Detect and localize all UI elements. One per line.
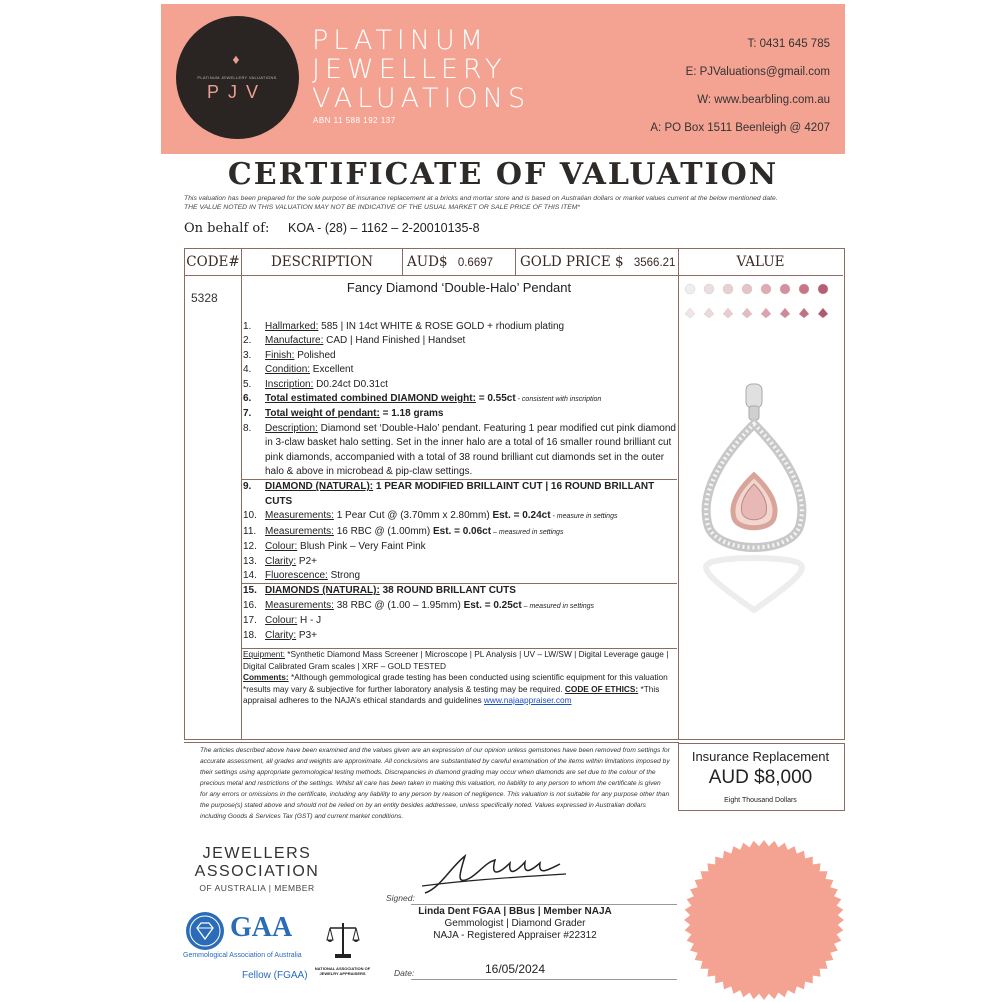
item-number: 16.	[243, 599, 257, 611]
brand-line-3: VALUATIONS	[312, 83, 531, 114]
item-label: Manufacture:	[265, 335, 324, 347]
item-value: Excellent	[310, 364, 354, 376]
item-value: Diamond set ‘Double-Halo’ pendant. Featuring 1 pear modified cut pink diamond in 3-claw basket halo setting. Set in the inner halo are a total of 16 smaller round brilliant cut pink diamonds, accompanied with a total of 38 round brilliant cut diamonds set in the outer halo & above in microbead & pip-claw settings.	[265, 422, 676, 478]
item-value: CAD | Hand Finished | Handset	[323, 335, 466, 347]
logo-letters: PJV	[206, 82, 267, 102]
item-label: Inscription:	[265, 378, 314, 390]
list-item	[243, 349, 677, 363]
item-text	[265, 540, 677, 554]
comments-label: Comments:	[243, 672, 289, 682]
list-item	[243, 392, 677, 407]
insurance-amount-words: Eight Thousand Dollars	[724, 797, 797, 804]
item-number: 14.	[243, 569, 257, 581]
item-number: 15.	[243, 585, 257, 597]
list-item	[243, 378, 677, 392]
contact-phone: T: 0431 645 785	[747, 38, 830, 50]
brand-line-1: PLATINUM	[312, 25, 489, 56]
header-aud	[403, 249, 516, 275]
legal-disclaimer: The articles described above have been examined and the values given are an expression of our opinion unless gemstones have been removed from settings for accurate assessment, all grades and weights are approximate. All conclusions are substantiated by careful examination of the items within limitations imposed by their settings using appropriate gemmological testing methods. Discrepancies in diamond grading may occur when diamonds are set due to the colour of the precious metal and restrictions of the settings. Whilst all care has been taken in making this valuation, no liability to any person to whom the certificate is given for any errors or omissions in the certificate, including any liability to any person by reason of negligence. This valuation is not suitable for any purpose other than the purpose(s) stated above and should not be relied on by an entity besides addressee, unless specifically noted. Values expressed in Australian dollars including Goods & Services Tax (GST) and current market conditions.	[200, 747, 670, 820]
contact-address: A: PO Box 1511 Beenleigh @ 4207	[650, 122, 830, 134]
item-number: 1.	[243, 321, 252, 332]
item-number: 8.	[243, 422, 252, 434]
item-label: Colour:	[265, 541, 298, 553]
footer-divider	[184, 742, 679, 743]
date-line	[411, 979, 677, 980]
scales-icon	[326, 920, 360, 960]
certificate-title: CERTIFICATE OF VALUATION	[227, 157, 779, 192]
item-text	[265, 584, 677, 598]
list-item	[243, 509, 677, 524]
list-item	[243, 363, 677, 377]
item-value: P3+	[296, 629, 317, 641]
item-label: DIAMONDS (NATURAL):	[265, 585, 380, 597]
disclaimer	[184, 194, 844, 212]
item-value: Blush Pink – Very Faint Pink	[297, 541, 426, 553]
item-text	[265, 392, 677, 407]
item-value: 1 PEAR MODIFIED BRILLAINT CUT | 16 ROUND BRILLANT CUTS	[265, 481, 655, 507]
gaa-full-name: Gemmological Association of Australia	[183, 952, 302, 959]
column-divider-2	[678, 275, 679, 740]
list-item	[243, 569, 677, 583]
diamond-icon: ♦	[232, 51, 240, 67]
jaa-logo	[182, 845, 332, 881]
item-text	[265, 334, 677, 348]
item-text	[265, 378, 677, 392]
item-number: 6.	[243, 393, 252, 405]
header-gold-label: GOLD PRICE $	[520, 254, 624, 270]
seal-stamp	[682, 838, 846, 1002]
item-label: Total estimated combined DIAMOND weight:	[265, 393, 476, 405]
comments-text: *Although gemmological grade testing has been conducted using scientific equipment for this valuation *results may vary & subjective for further laboratory analysis & testing may be required.	[243, 672, 668, 694]
item-code: 5328	[191, 291, 218, 305]
item-text	[265, 509, 677, 524]
item-value: 16 RBC @ (1.00mm)	[333, 525, 433, 537]
item-value: 38 RBC @ (1.00 – 1.95mm)	[333, 599, 464, 611]
item-label: Colour:	[265, 615, 298, 627]
gaa-logo-text: GAA	[230, 912, 293, 943]
on-behalf-value: KOA - (28) – 1162 – 2-20010135-8	[288, 221, 480, 235]
ethics-text: *This appraisal adheres to the NAJA’s ethical standards and guidelines	[243, 683, 660, 705]
item-text	[265, 349, 677, 363]
logo-small-text: PLATINUM JEWELLERY VALUATIONS	[197, 75, 277, 80]
header-gold-value: 3566.21	[633, 257, 676, 269]
item-label: Hallmarked:	[265, 321, 319, 332]
list-item	[243, 614, 677, 628]
disclaimer-line-2: THE VALUE NOTED IN THIS VALUATION MAY NOT BE INDICATIVE OF THE USUAL MARKET OR SALE PRICE OF THIS ITEM*	[184, 204, 581, 211]
header-aud-label: AUD$	[407, 254, 448, 270]
item-label: Clarity:	[265, 629, 297, 641]
item-label: DIAMOND (NATURAL):	[265, 481, 374, 493]
item-text	[265, 480, 677, 509]
naja-logo-text: NATIONAL ASSOCIATION OF JEWELRY APPRAISERS	[314, 966, 371, 976]
signature-line	[411, 904, 677, 905]
item-number: 12.	[243, 541, 257, 553]
list-item	[243, 540, 677, 554]
signer-role: Gemmologist | Diamond Grader	[444, 918, 586, 929]
item-list	[243, 320, 677, 643]
item-value: Polished	[294, 349, 336, 361]
on-behalf-label: On behalf of:	[184, 221, 270, 236]
list-item	[243, 334, 677, 348]
header-value: VALUE	[736, 254, 785, 270]
item-text	[265, 614, 677, 628]
item-label: Description:	[265, 422, 318, 434]
item-label: Measurements:	[265, 510, 334, 522]
list-item	[243, 525, 677, 540]
header-description: DESCRIPTION	[242, 249, 403, 275]
header-code: CODE#	[185, 249, 242, 275]
date-label: Date:	[394, 968, 415, 978]
item-text	[265, 525, 677, 540]
item-estimate: Est. = 0.06ct	[432, 525, 492, 537]
item-number: 7.	[243, 408, 252, 420]
naja-link[interactable]: www.najaappraiser.com	[483, 695, 572, 705]
contact-web: W: www.bearbling.com.au	[697, 94, 830, 106]
item-value: 1 Pear Cut @ (3.70mm x 2.80mm)	[333, 510, 493, 522]
item-estimate: Est. = 0.25ct	[463, 599, 522, 611]
equipment-label: Equipment:	[243, 649, 285, 659]
equipment-comments	[243, 648, 677, 707]
item-text	[265, 422, 677, 480]
jaa-line-2: ASSOCIATION	[194, 863, 320, 880]
signed-label: Signed:	[386, 893, 415, 903]
signer-registration: NAJA - Registered Appraiser #22312	[433, 930, 597, 941]
item-title: Fancy Diamond ‘Double-Halo’ Pendant	[346, 280, 572, 295]
item-note: - consistent with inscription	[515, 396, 602, 404]
item-number: 5.	[243, 378, 252, 390]
list-item	[243, 422, 677, 480]
list-item	[243, 584, 677, 598]
item-text	[265, 555, 677, 569]
item-label: Clarity:	[265, 555, 297, 567]
ethics-label: CODE OF ETHICS:	[564, 683, 639, 694]
item-number: 10.	[243, 510, 257, 522]
item-number: 13.	[243, 555, 257, 567]
brand-line-2: JEWELLERY	[312, 54, 507, 85]
item-text	[265, 629, 677, 643]
item-value: 585 | IN 14ct WHITE & ROSE GOLD + rhodium plating	[318, 321, 565, 332]
jaa-member-line: OF AUSTRALIA | MEMBER	[199, 883, 315, 893]
signature	[420, 848, 570, 898]
item-note: - measure in settings	[550, 513, 618, 521]
gaa-diamond-icon	[186, 912, 224, 950]
jaa-line-1: JEWELLERS	[202, 845, 312, 862]
item-estimate: Est. = 0.24ct	[492, 510, 551, 522]
column-divider-1	[241, 275, 242, 740]
insurance-title: Insurance Replacement	[691, 749, 830, 764]
item-label: Condition:	[265, 364, 311, 376]
item-text	[265, 363, 677, 377]
item-text	[265, 599, 677, 614]
item-number: 11.	[243, 525, 257, 537]
item-text	[265, 569, 677, 583]
list-item	[243, 320, 677, 334]
item-text	[265, 407, 677, 421]
item-value: H - J	[297, 615, 322, 627]
item-number: 4.	[243, 364, 252, 376]
item-text	[265, 320, 677, 334]
signer-block	[410, 906, 620, 942]
list-item	[243, 407, 677, 421]
list-item	[243, 599, 677, 614]
item-label: Measurements:	[265, 599, 334, 611]
item-label: Finish:	[265, 349, 295, 361]
item-number: 3.	[243, 349, 252, 361]
list-item	[243, 555, 677, 569]
item-number: 2.	[243, 335, 252, 347]
item-note: – measured in settings	[491, 528, 564, 536]
item-value: = 1.18 grams	[379, 408, 444, 420]
diamond-colour-swatches	[684, 282, 834, 322]
header-divider	[184, 275, 843, 276]
equipment-text: *Synthetic Diamond Mass Screener | Microscope | PL Analysis | UV – LW/SW | Digital Leverage gauge | Digital Calibrated Gram scales | XRF – GOLD TESTED	[243, 649, 669, 671]
list-item	[243, 480, 677, 509]
item-label: Measurements:	[265, 525, 334, 537]
abn-text: ABN 11 588 192 137	[313, 116, 396, 125]
insurance-amount: AUD $8,000	[708, 767, 813, 788]
date-value: 16/05/2024	[484, 962, 546, 976]
item-value: Strong	[327, 569, 361, 581]
item-value: D0.24ct D0.31ct	[313, 378, 388, 390]
item-note: – measured in settings	[521, 602, 595, 610]
item-number: 17.	[243, 615, 257, 627]
item-value: = 0.55ct	[475, 393, 516, 405]
header-aud-value: 0.6697	[457, 257, 494, 269]
item-number: 9.	[243, 481, 252, 493]
list-item	[243, 629, 677, 643]
gaa-fellow: Fellow (FGAA)	[242, 970, 308, 981]
disclaimer-line-1: This valuation has been prepared for the sole purpose of insurance replacement at a bricks and mortar store and is based on Australian dollars or market values current at the below mentioned date.	[184, 195, 778, 202]
item-label: Fluorescence:	[265, 569, 328, 581]
item-value: P2+	[296, 555, 317, 567]
pendant-image	[700, 380, 815, 620]
header-gold	[516, 249, 679, 275]
signer-name: Linda Dent FGAA | BBus | Member NAJA	[418, 906, 612, 917]
item-label: Total weight of pendant:	[265, 408, 380, 420]
contact-email: E: PJValuations@gmail.com	[685, 66, 830, 78]
item-number: 18.	[243, 629, 257, 641]
item-value: 38 ROUND BRILLANT CUTS	[379, 585, 516, 597]
